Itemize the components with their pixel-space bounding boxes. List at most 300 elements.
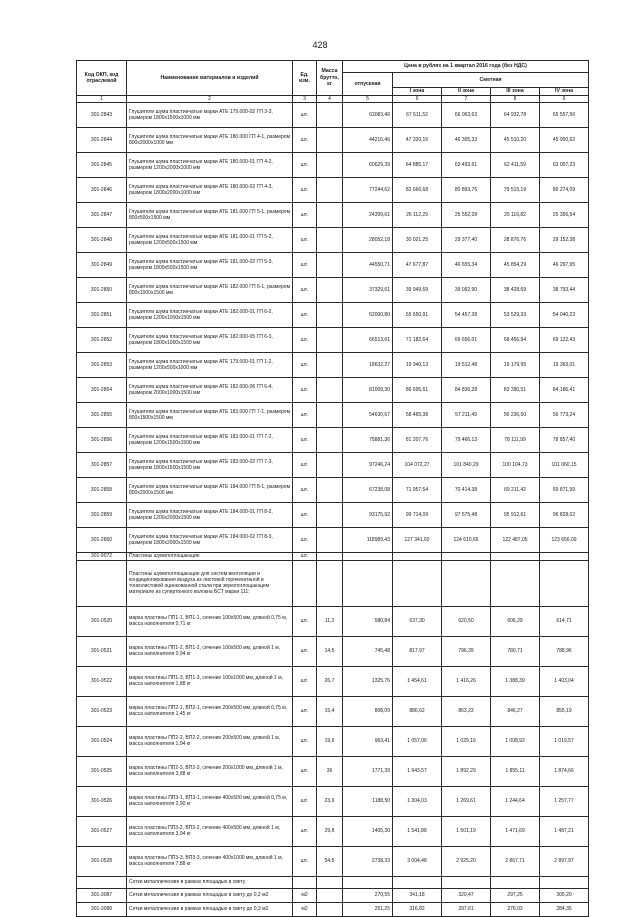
column-number: 6 <box>393 96 442 103</box>
row-name: Глушители шума пластинчатые марки АТЕ 184.000-01 ГП 8-2, размером 1200х2000х1500 мм <box>127 503 293 528</box>
row-name: марка пластины ПП2-2, ВП2-2, сечение 200х500 мм, длиной 1 м, масса наполнителя 1,94 кг <box>127 726 293 756</box>
row-code: 301-2843 <box>77 103 127 128</box>
header-name: Наименование материалов и изделий <box>127 61 293 96</box>
row-mass <box>317 528 343 553</box>
row-unit: шт. <box>293 786 317 816</box>
price-zone3: 69 211,42 <box>491 478 540 503</box>
silencer-rows <box>77 103 589 553</box>
price-zone3: 53 529,33 <box>491 303 540 328</box>
row-mass <box>317 453 343 478</box>
price-zone2: 2 925,20 <box>442 846 491 876</box>
header-zone1: I зона <box>393 88 442 96</box>
price-zone1: 637,30 <box>393 606 442 636</box>
row-code: 301-0521 <box>77 636 127 666</box>
column-number: 3 <box>293 96 317 103</box>
price-zone2: 1 269,61 <box>442 786 491 816</box>
price-zone4: 63 007,23 <box>540 153 589 178</box>
price-zone2: 69 656,01 <box>442 328 491 353</box>
price-zone4: 101 060,15 <box>540 453 589 478</box>
row-mass <box>317 902 343 916</box>
price-zone1: 127 341,60 <box>393 528 442 553</box>
price-zone4: 84 186,41 <box>540 378 589 403</box>
header-release: отпускная <box>343 73 393 96</box>
row-name: Глушители шума пластинчатые марки АТЕ 183.000-01 ГП 7-2, размером 1200х1500х1500 мм <box>127 428 293 453</box>
price-zone2: 97 575,48 <box>442 503 491 528</box>
price-zone1: 26 112,29 <box>393 203 442 228</box>
price-zone4: 29 152,38 <box>540 228 589 253</box>
price-zone3: 276,03 <box>491 902 540 916</box>
row-name: Глушители шума пластинчатые марки АТЕ 182.000 ГП 6-1, размером 800х1000х1500 мм <box>127 278 293 303</box>
table-row <box>77 253 589 278</box>
price-zone1: 39 949,69 <box>393 278 442 303</box>
price-zone4: 1 487,21 <box>540 816 589 846</box>
table-row <box>77 553 589 560</box>
price-zone3: 1 388,39 <box>491 666 540 696</box>
table-row <box>77 696 589 726</box>
row-code: 301-2849 <box>77 253 127 278</box>
price-zone3: 2 867,71 <box>491 846 540 876</box>
row-mass <box>317 353 343 378</box>
price-zone2: 19 512,48 <box>442 353 491 378</box>
row-code: 301-2848 <box>77 228 127 253</box>
price-zone4: 96 828,02 <box>540 503 589 528</box>
mesh-rows <box>77 888 589 916</box>
row-unit: шт. <box>293 328 317 353</box>
price-zone4: 19 363,01 <box>540 353 589 378</box>
price-zone4: 69 871,99 <box>540 478 589 503</box>
table-row <box>77 303 589 328</box>
price-zone2: 320,47 <box>442 888 491 902</box>
plate-rows <box>77 606 589 876</box>
price-zone2: 796,39 <box>442 636 491 666</box>
price-zone1: 64 885,17 <box>393 153 442 178</box>
row-unit: шт. <box>293 636 317 666</box>
price-release: 745,48 <box>343 636 393 666</box>
price-zone2: 79 466,13 <box>442 428 491 453</box>
row-name: Глушители шума пластинчатые марки АТЕ 181.000-01 ГП 5-2, размером 1200х500х1500 мм <box>127 228 293 253</box>
row-mass: 11,3 <box>317 606 343 636</box>
price-release: 93175,92 <box>343 503 393 528</box>
table-row <box>77 888 589 902</box>
row-code: 301-3088 <box>77 902 127 916</box>
price-zone1: 19 940,13 <box>393 353 442 378</box>
price-zone3: 45 510,20 <box>491 128 540 153</box>
row-name: Глушители шума пластинчатые марки АТЕ 183.000 ГП 7-1, размером 800х1500х1500 мм <box>127 403 293 428</box>
price-zone3: 1 244,64 <box>491 786 540 816</box>
price-zone4: 46 297,95 <box>540 253 589 278</box>
row-unit: шт. <box>293 606 317 636</box>
price-zone2: 863,23 <box>442 696 491 726</box>
row-code: 301-0528 <box>77 846 127 876</box>
row-mass <box>317 253 343 278</box>
price-zone4: 788,96 <box>540 636 589 666</box>
plates-group <box>77 553 589 606</box>
price-zone3: 38 428,69 <box>491 278 540 303</box>
price-release: 44216,46 <box>343 128 393 153</box>
table-row <box>77 103 589 128</box>
price-zone4: 1 019,57 <box>540 726 589 756</box>
row-mass <box>317 403 343 428</box>
price-zone1: 1 943,57 <box>393 756 442 786</box>
price-zone4: 1 874,66 <box>540 756 589 786</box>
row-unit: шт. <box>293 726 317 756</box>
row-name: марка пластины ПП2-3, ВП2-3, сечение 200х1000 мм, длиной 1 м, масса наполнителя 3,88 кг <box>127 756 293 786</box>
row-unit: шт. <box>293 128 317 153</box>
row-unit: шт. <box>293 453 317 478</box>
price-zone2: 1 416,26 <box>442 666 491 696</box>
price-zone3: 68 456,94 <box>491 328 540 353</box>
row-unit: шт. <box>293 478 317 503</box>
table-row <box>77 528 589 553</box>
price-zone4: 855,19 <box>540 696 589 726</box>
row-name: Глушители шума пластинчатые марки АТЕ 182.000-05 ГП 6-3, размером 1800х1000х1500 мм <box>127 328 293 353</box>
price-zone4: 614,71 <box>540 606 589 636</box>
price-zone4: 80 274,09 <box>540 178 589 203</box>
table-row <box>77 756 589 786</box>
row-name: Пластины шумопоглощающие <box>127 553 293 560</box>
column-number: 4 <box>317 96 343 103</box>
column-number-row <box>77 96 589 103</box>
price-release: 270,55 <box>343 888 393 902</box>
row-unit: м2 <box>293 888 317 902</box>
row-code: 301-2854 <box>77 378 127 403</box>
price-zone4: 78 857,40 <box>540 428 589 453</box>
price-zone2: 1 029,16 <box>442 726 491 756</box>
row-mass <box>317 888 343 902</box>
column-number: 9 <box>540 96 589 103</box>
row-unit: шт. <box>293 103 317 128</box>
row-name: Глушители шума пластинчатые марки АТЕ 181.000 ГП 5-1, размером 800х500х1500 мм <box>127 203 293 228</box>
table-row <box>77 846 589 876</box>
price-zone3: 62 411,59 <box>491 153 540 178</box>
price-release: 24399,61 <box>343 203 393 228</box>
price-zone1: 316,82 <box>393 902 442 916</box>
price-zone3: 1 008,92 <box>491 726 540 756</box>
column-number: 2 <box>127 96 293 103</box>
table-row <box>77 636 589 666</box>
price-release: 1405,30 <box>343 816 393 846</box>
price-release: 580,84 <box>343 606 393 636</box>
row-code: 301-2845 <box>77 153 127 178</box>
row-unit: шт. <box>293 816 317 846</box>
row-mass <box>317 378 343 403</box>
price-zone1: 81 207,76 <box>393 428 442 453</box>
price-zone4: 54 040,23 <box>540 303 589 328</box>
row-unit: шт. <box>293 228 317 253</box>
price-zone1: 86 695,61 <box>393 378 442 403</box>
row-unit: шт. <box>293 666 317 696</box>
row-name: марка пластины ПП1-1, ВП1-1, сечение 100х500 мм, длиной 0,75 м, масса наполнителя 0,71 кг <box>127 606 293 636</box>
price-zone1: 817,97 <box>393 636 442 666</box>
row-unit: шт. <box>293 253 317 278</box>
price-zone3: 19 179,95 <box>491 353 540 378</box>
price-release: 54630,67 <box>343 403 393 428</box>
row-mass <box>317 278 343 303</box>
price-release: 963,41 <box>343 726 393 756</box>
table-row <box>77 726 589 756</box>
row-code: 301-2850 <box>77 278 127 303</box>
price-zone2: 54 457,38 <box>442 303 491 328</box>
row-code: 301-2851 <box>77 303 127 328</box>
table-row <box>77 453 589 478</box>
table-row <box>77 786 589 816</box>
row-name: Глушители шума пластинчатые марки АТЕ 180.000-01 ГП 4-2, размером 1200х2000х1000 мм <box>127 153 293 178</box>
table-row <box>77 128 589 153</box>
row-unit: шт. <box>293 203 317 228</box>
table-row <box>77 353 589 378</box>
header-estimate: Сметная <box>393 73 589 88</box>
table-row <box>77 478 589 503</box>
row-name: Глушители шума пластинчатые марки АТЕ 181.000-02 ГП 5-3, размером 1800х500х1500 мм <box>127 253 293 278</box>
price-zone1: 99 714,09 <box>393 503 442 528</box>
row-code: 301-2847 <box>77 203 127 228</box>
table-row <box>77 606 589 636</box>
price-zone1: 1 541,88 <box>393 816 442 846</box>
price-zone2: 84 836,28 <box>442 378 491 403</box>
row-name: Глушители шума пластинчатые марки АТЕ 179.000-02 ГП 3-3, размером 1800х1500х1000 мм <box>127 103 293 128</box>
price-zone3: 28 876,76 <box>491 228 540 253</box>
table-row <box>77 278 589 303</box>
price-zone2: 297,61 <box>442 902 491 916</box>
price-zone3: 122 487,05 <box>491 528 540 553</box>
row-code: 301-2852 <box>77 328 127 353</box>
price-release: 63083,46 <box>343 103 393 128</box>
header-mass: Масса брутто, кг <box>317 61 343 96</box>
row-name: Глушители шума пластинчатые марки АТЕ 182.000-06 ГП 6-4, размером 2000х1000х1500 мм <box>127 378 293 403</box>
price-release: 1771,39 <box>343 756 393 786</box>
price-zone4: 38 793,44 <box>540 278 589 303</box>
row-unit: шт. <box>293 553 317 560</box>
price-zone1: 1 057,06 <box>393 726 442 756</box>
price-zone1: 886,62 <box>393 696 442 726</box>
row-name: марка пластины ПП1-3, ВП1-3, сечение 100х1000 мм, длиной 1 м, масса наполнителя 1,88 кг <box>127 666 293 696</box>
price-zone2: 66 063,63 <box>442 103 491 128</box>
table-row <box>77 178 589 203</box>
row-mass <box>317 428 343 453</box>
row-code: 301-2853 <box>77 353 127 378</box>
header-zone2: II зона <box>442 88 491 96</box>
price-zone3: 606,29 <box>491 606 540 636</box>
row-unit: шт. <box>293 846 317 876</box>
price-zone2: 80 893,76 <box>442 178 491 203</box>
row-code: 301-2857 <box>77 453 127 478</box>
row-name: Глушители шума пластинчатые марки АТЕ 184.000 ГП 8-1, размером 800х2000х1500 мм <box>127 478 293 503</box>
row-code: 301-0525 <box>77 756 127 786</box>
row-code: 301-2844 <box>77 128 127 153</box>
price-zone4: 69 122,43 <box>540 328 589 353</box>
price-zone2: 1 501,19 <box>442 816 491 846</box>
price-release: 77244,62 <box>343 178 393 203</box>
mesh-group <box>77 876 589 888</box>
row-unit: шт. <box>293 178 317 203</box>
price-zone4: 45 950,62 <box>540 128 589 153</box>
price-release: 60629,39 <box>343 153 393 178</box>
row-name: Глушители шума пластинчатые марки АТЕ 180.000 ГП 4-1, размером 800х2000х1000 мм <box>127 128 293 153</box>
price-zone1: 82 666,68 <box>393 178 442 203</box>
row-code: 301-0526 <box>77 786 127 816</box>
page-number: 428 <box>312 40 328 50</box>
table-row <box>77 902 589 916</box>
price-zone3: 56 236,50 <box>491 403 540 428</box>
row-unit: шт. <box>293 378 317 403</box>
price-zone1: 71 182,64 <box>393 328 442 353</box>
row-mass <box>317 128 343 153</box>
table-row <box>77 328 589 353</box>
price-zone2: 46 305,33 <box>442 128 491 153</box>
row-name: Сетки металлические в рамках площадью в свету <box>127 876 293 888</box>
header-price-group: Цена в рублях на 1 квартал 2016 года (без НДС) <box>343 61 589 73</box>
header-unit: Ед. изм. <box>293 61 317 96</box>
price-zone2: 101 840,29 <box>442 453 491 478</box>
price-zone2: 25 552,28 <box>442 203 491 228</box>
header-zone4: IV зона <box>540 88 589 96</box>
price-release: 81009,30 <box>343 378 393 403</box>
row-code: 301-2860 <box>77 528 127 553</box>
price-zone3: 846,27 <box>491 696 540 726</box>
table-row <box>77 428 589 453</box>
row-name: марка пластины ПП3-3, ВП3-3, сечение 400х1000 мм, длиной 1 м, масса наполнителя 7,88 кг <box>127 846 293 876</box>
table-row <box>77 816 589 846</box>
table-row <box>77 666 589 696</box>
header-code: Код ОКП, код отраслевой <box>77 61 127 96</box>
row-name: масса пластины ПП3-2, ВП3-2, сечение 400х500 мм, длиной 1 м, масса наполнителя 3,94 кг <box>127 816 293 846</box>
price-zone4: 305,20 <box>540 888 589 902</box>
row-mass: 19,6 <box>317 726 343 756</box>
price-zone3: 83 390,51 <box>491 378 540 403</box>
column-number: 8 <box>491 96 540 103</box>
price-zone2: 63 493,61 <box>442 153 491 178</box>
table-row <box>77 228 589 253</box>
plates-intro: Пластины шумопоглощающие для систем вентиляции и кондиционирования воздуха из листовой горячекатаной и тонколистовой оцинкованной стали при звукопоглощающем материале из супертонкого волокна БСТ марки 111: <box>127 560 293 606</box>
row-name: марка пластины ПП3-1, ВП3-1, сечение 400х500 мм, длиной 0,75 м, масса наполнителя 2,90 кг <box>127 786 293 816</box>
price-zone4: 2 897,97 <box>540 846 589 876</box>
price-zone3: 100 104,73 <box>491 453 540 478</box>
row-code: 301-2856 <box>77 428 127 453</box>
row-mass: 26,7 <box>317 666 343 696</box>
row-mass <box>317 178 343 203</box>
row-mass: 14,5 <box>317 636 343 666</box>
row-name: Глушители шума пластинчатые марки АТЕ 179.000-01 ГП 1-2, размером 1200х500х1000 мм <box>127 353 293 378</box>
price-zone3: 64 932,78 <box>491 103 540 128</box>
row-name: Глушители шума пластинчатые марки АТЕ 183.000-02 ГП 7-3, размером 1800х1500х1500 мм <box>127 453 293 478</box>
price-release: 75881,36 <box>343 428 393 453</box>
row-code: 301-2858 <box>77 478 127 503</box>
row-code: 301-0520 <box>77 606 127 636</box>
price-zone1: 47 677,87 <box>393 253 442 278</box>
table-row <box>77 378 589 403</box>
price-zone2: 70 414,38 <box>442 478 491 503</box>
price-release: 1325,76 <box>343 666 393 696</box>
row-unit: шт. <box>293 756 317 786</box>
price-zone2: 39 092,90 <box>442 278 491 303</box>
row-code: 301-0522 <box>77 666 127 696</box>
row-name: Глушители шума пластинчатые марки АТЕ 182.000-01 ГП 6-2, размером 1200х1000х1500 мм <box>127 303 293 328</box>
price-zone1: 1 304,03 <box>393 786 442 816</box>
row-mass: 15,4 <box>317 696 343 726</box>
row-mass <box>317 303 343 328</box>
table-row <box>77 403 589 428</box>
row-name: Глушители шума пластинчатые марки АТЕ 180.000-02 ГП 4-3, размером 1800х2000х1000 мм <box>127 178 293 203</box>
price-release: 28052,18 <box>343 228 393 253</box>
row-unit: шт. <box>293 303 317 328</box>
table-row <box>77 560 589 606</box>
price-release: 18632,27 <box>343 353 393 378</box>
row-code: 301-0524 <box>77 726 127 756</box>
price-zone3: 1 471,69 <box>491 816 540 846</box>
price-zone3: 45 854,29 <box>491 253 540 278</box>
row-unit: шт. <box>293 153 317 178</box>
price-zone1: 71 957,54 <box>393 478 442 503</box>
row-mass: 29,8 <box>317 816 343 846</box>
row-mass: 23,9 <box>317 786 343 816</box>
price-zone3: 780,71 <box>491 636 540 666</box>
price-zone1: 47 320,16 <box>393 128 442 153</box>
row-unit: шт. <box>293 528 317 553</box>
price-zone3: 95 912,61 <box>491 503 540 528</box>
row-mass <box>317 203 343 228</box>
row-name: марка пластины ПП2-1, ВП2-1, сечение 200х500 мм, длиной 0,75 м, масса наполнителя 1,45 кг <box>127 696 293 726</box>
row-unit: шт. <box>293 503 317 528</box>
price-zone4: 25 356,54 <box>540 203 589 228</box>
price-zone1: 55 650,91 <box>393 303 442 328</box>
row-code: 301-0523 <box>77 696 127 726</box>
row-unit: шт. <box>293 353 317 378</box>
price-release: 251,25 <box>343 902 393 916</box>
row-mass <box>317 503 343 528</box>
price-zone1: 58 465,38 <box>393 403 442 428</box>
row-code: 301-2859 <box>77 503 127 528</box>
price-release: 808,09 <box>343 696 393 726</box>
price-table <box>76 60 589 917</box>
price-zone3: 79 515,19 <box>491 178 540 203</box>
price-zone3: 297,25 <box>491 888 540 902</box>
price-zone1: 341,18 <box>393 888 442 902</box>
row-code: 301-0527 <box>77 816 127 846</box>
price-zone2: 29 377,40 <box>442 228 491 253</box>
table-row <box>77 203 589 228</box>
row-name: Глушители шума пластинчатые марки АТЕ 184.000-02 ГП 8-3, размером 1800х2000х1500 мм <box>127 528 293 553</box>
row-code: 301-9072 <box>77 553 127 560</box>
row-code: 301-3087 <box>77 888 127 902</box>
price-zone2: 1 892,29 <box>442 756 491 786</box>
table-row <box>77 503 589 528</box>
row-name: Сетки металлические в рамках площадью в свету до 0,2 м2 <box>127 888 293 902</box>
row-mass: 36 <box>317 756 343 786</box>
price-zone4: 123 656,09 <box>540 528 589 553</box>
price-zone4: 56 773,24 <box>540 403 589 428</box>
price-zone3: 1 855,11 <box>491 756 540 786</box>
column-number: 7 <box>442 96 491 103</box>
price-release: 37329,61 <box>343 278 393 303</box>
price-release: 44550,71 <box>343 253 393 278</box>
price-zone2: 57 211,49 <box>442 403 491 428</box>
row-mass: 54,5 <box>317 846 343 876</box>
price-zone1: 1 454,61 <box>393 666 442 696</box>
price-release: 97246,24 <box>343 453 393 478</box>
row-unit: м2 <box>293 902 317 916</box>
price-zone1: 30 021,25 <box>393 228 442 253</box>
row-code: 301-2855 <box>77 403 127 428</box>
header-zone3: III зона <box>491 88 540 96</box>
price-zone4: 1 403,04 <box>540 666 589 696</box>
row-name: марка пластины ПП1-2, ВП1-2, сечение 100х500 мм, длиной 1 м, масса наполнителя 0,94 кг <box>127 636 293 666</box>
price-zone4: 1 257,77 <box>540 786 589 816</box>
row-mass <box>317 478 343 503</box>
row-unit: шт. <box>293 428 317 453</box>
price-zone4: 65 557,56 <box>540 103 589 128</box>
row-mass <box>317 328 343 353</box>
table-row <box>77 876 589 888</box>
